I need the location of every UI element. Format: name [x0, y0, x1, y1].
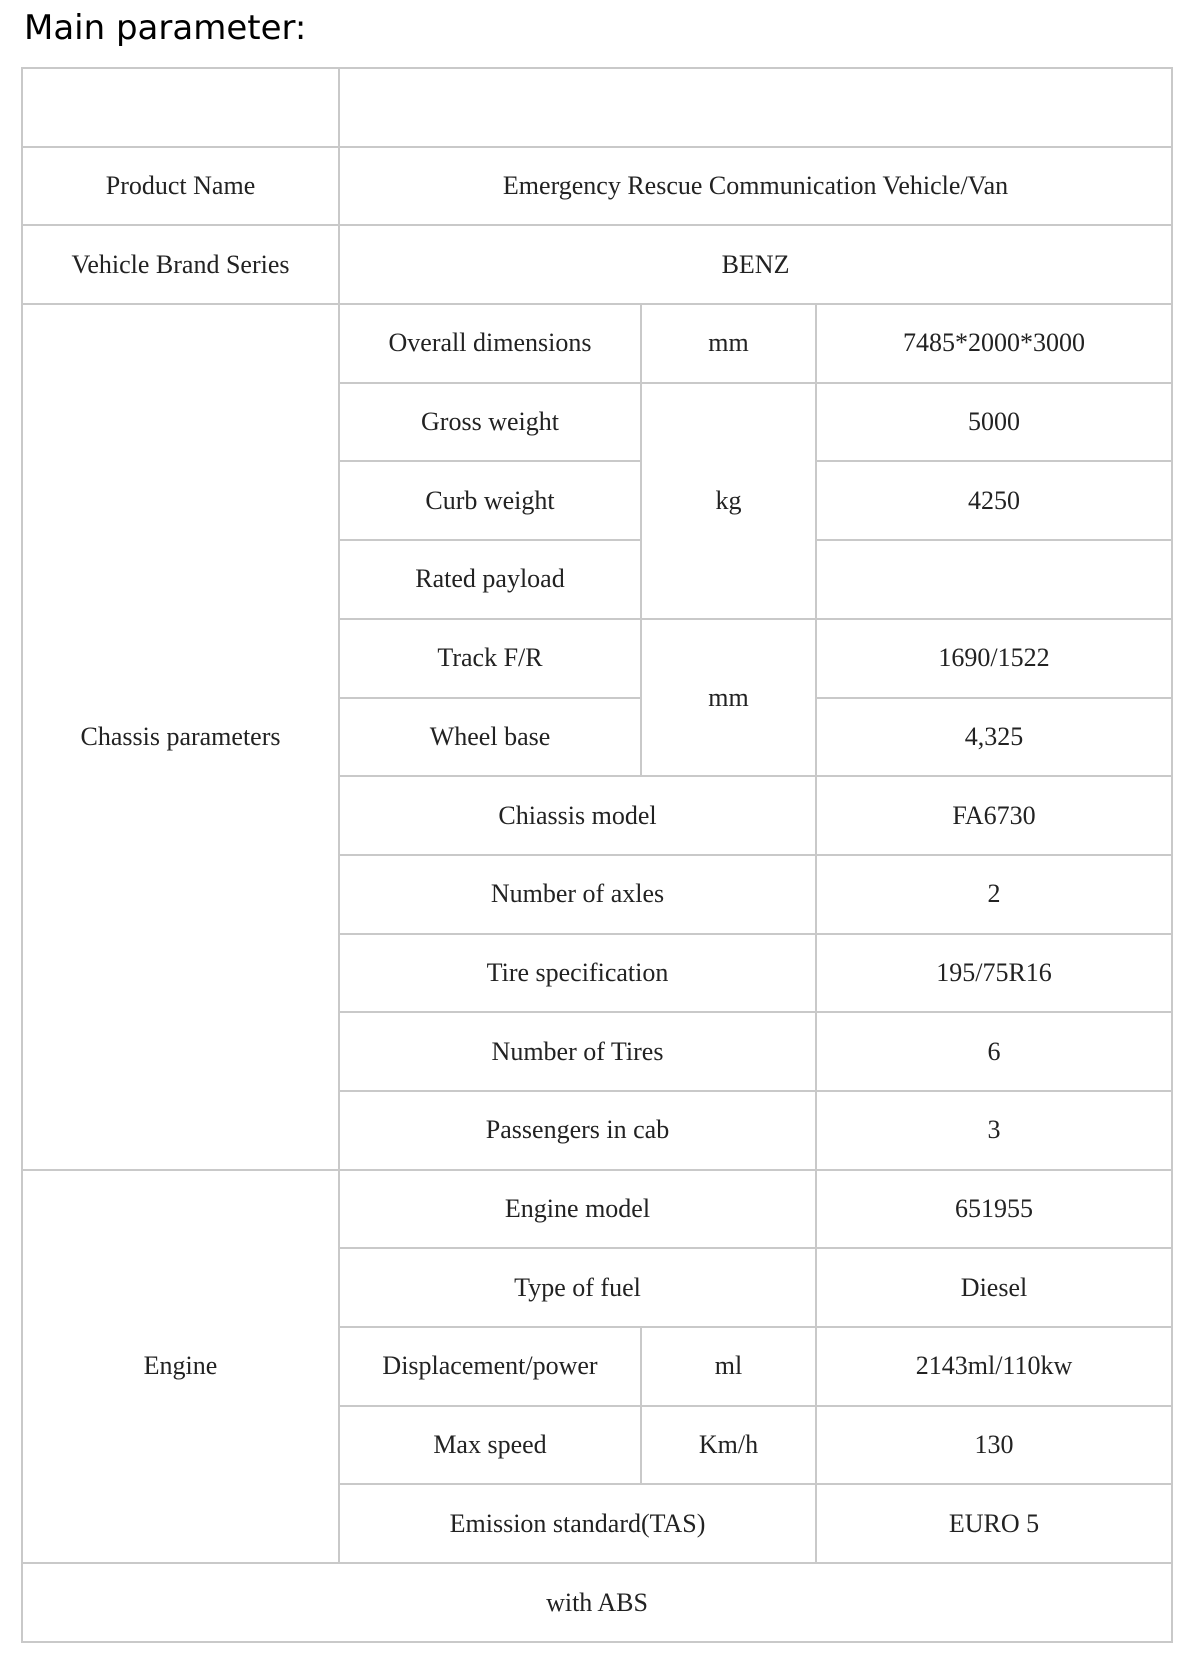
weight-unit: kg [642, 384, 817, 620]
track-value: 1690/1522 [817, 620, 1171, 699]
curb-weight-value: 4250 [817, 462, 1171, 541]
displacement-label: Displacement/power [340, 1328, 642, 1407]
abs-note: with ABS [546, 1587, 648, 1617]
rated-payload-label: Rated payload [340, 541, 642, 620]
chassis-model-value: FA6730 [817, 777, 1171, 856]
wheel-base-label: Wheel base [340, 699, 642, 778]
engine-section-label: Engine [23, 1171, 340, 1564]
displacement-unit: ml [642, 1328, 817, 1407]
parameter-table [21, 67, 1173, 1643]
curb-weight-label: Curb weight [340, 462, 642, 541]
table-row-abs [23, 1564, 1171, 1641]
table-row-brand [23, 226, 1171, 305]
displacement-value: 2143ml/110kw [817, 1328, 1171, 1407]
chassis-model-label: Chiassis model [340, 777, 817, 856]
table-row-header-empty [23, 69, 1171, 148]
fuel-value: Diesel [817, 1249, 1171, 1328]
empty-header-cell-wide [340, 69, 1171, 148]
overall-dimensions-unit: mm [642, 305, 817, 384]
overall-dimensions-label: Overall dimensions [340, 305, 642, 384]
passengers-label: Passengers in cab [340, 1092, 817, 1171]
page-title: Main parameter: [24, 8, 307, 48]
tires-value: 6 [817, 1013, 1171, 1092]
product-name-value: Emergency Rescue Communication Vehicle/Van [340, 148, 1171, 227]
axles-value: 2 [817, 856, 1171, 935]
tires-label: Number of Tires [340, 1013, 817, 1092]
passengers-value: 3 [817, 1092, 1171, 1171]
max-speed-unit: Km/h [642, 1407, 817, 1486]
engine-model-value: 651955 [817, 1171, 1171, 1250]
max-speed-value: 130 [817, 1407, 1171, 1486]
table-row-product-name [23, 148, 1171, 227]
brand-label: Vehicle Brand Series [23, 226, 340, 305]
emission-value: EURO 5 [817, 1485, 1171, 1564]
wheel-base-value: 4,325 [817, 699, 1171, 778]
chassis-section-label: Chassis parameters [23, 305, 340, 1171]
empty-header-cell [23, 69, 340, 148]
overall-dimensions-value: 7485*2000*3000 [817, 305, 1171, 384]
tire-spec-label: Tire specification [340, 935, 817, 1014]
fuel-label: Type of fuel [340, 1249, 817, 1328]
gross-weight-value: 5000 [817, 384, 1171, 463]
table-row-overall-dimensions [23, 305, 1171, 384]
engine-model-label: Engine model [340, 1171, 817, 1250]
brand-value: BENZ [340, 226, 1171, 305]
rated-payload-value [817, 541, 1171, 620]
tire-spec-value: 195/75R16 [817, 935, 1171, 1014]
table-row-engine-model [23, 1171, 1171, 1250]
emission-label: Emission standard(TAS) [340, 1485, 817, 1564]
track-unit: mm [642, 620, 817, 777]
axles-label: Number of axles [340, 856, 817, 935]
track-label: Track F/R [340, 620, 642, 699]
product-name-label: Product Name [23, 148, 340, 227]
gross-weight-label: Gross weight [340, 384, 642, 463]
max-speed-label: Max speed [340, 1407, 642, 1486]
